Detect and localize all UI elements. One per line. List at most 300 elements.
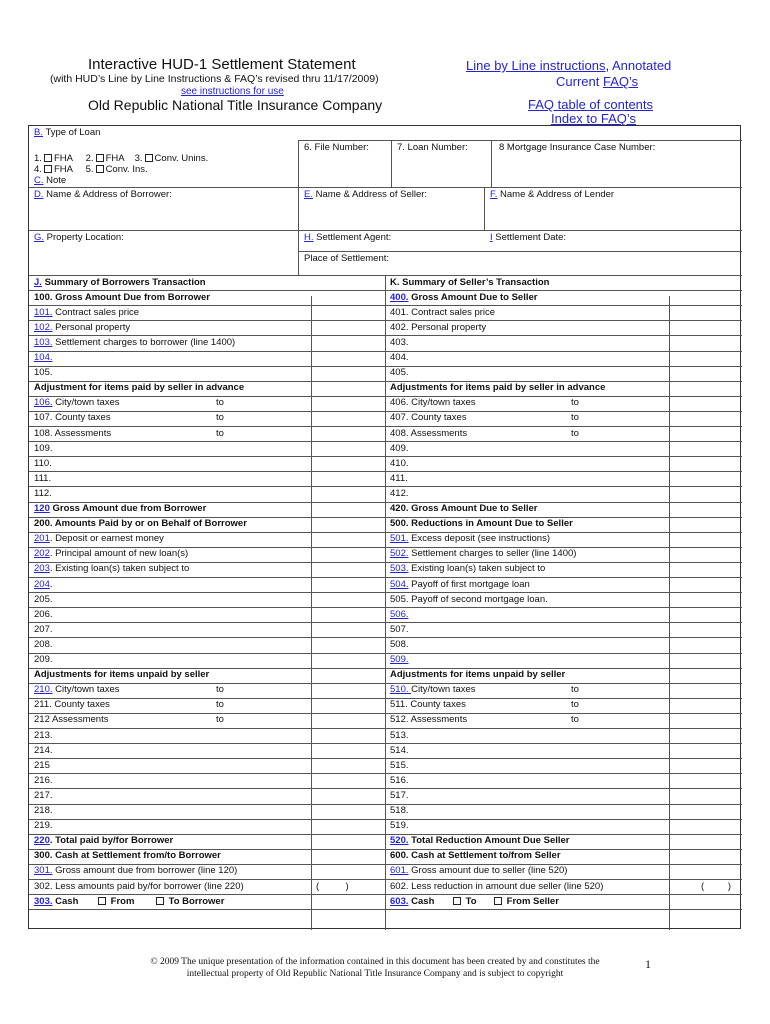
- right-row-3: [390, 322, 486, 334]
- header-links-line1: [466, 58, 671, 73]
- type-of-loan-label: B. Type of Loan: [34, 127, 101, 138]
- fha-checkbox-2[interactable]: [96, 154, 104, 162]
- row-divider: [29, 592, 385, 593]
- link-separator: ,: [605, 58, 610, 73]
- right-option-1[interactable]: [451, 896, 477, 908]
- company-name: Old Republic National Title Insurance Company: [88, 97, 383, 113]
- right-amount-divider: [669, 296, 670, 930]
- left-option-2-label: To Borrower: [168, 895, 225, 907]
- row-divider: [385, 471, 742, 472]
- right-row-20: [390, 579, 530, 591]
- borrower-label: D. Name & Address of Borrower:: [34, 189, 172, 200]
- left-line-link[interactable]: 220: [34, 835, 50, 847]
- left-line-link[interactable]: 104.: [34, 352, 53, 363]
- left-line-link[interactable]: 204: [34, 578, 50, 590]
- right-row-17: [390, 533, 550, 545]
- left-row-27: [34, 684, 120, 696]
- faq-toc-link[interactable]: FAQ table of contents: [528, 97, 654, 112]
- left-line-text: 216.: [34, 774, 53, 786]
- lender-label: F. Name & Address of Lender: [490, 189, 615, 200]
- checkbox[interactable]: [98, 897, 106, 905]
- right-row-35: [390, 805, 409, 817]
- left-line-text: Adjustment for items paid by seller in advance: [34, 382, 245, 394]
- left-row-22: [34, 609, 53, 621]
- right-line-text: 500. Reductions in Amount Due to Seller: [390, 518, 573, 530]
- row-divider: [29, 909, 385, 910]
- right-line-link[interactable]: 603.: [390, 895, 409, 907]
- right-line-text: 505. Payoff of second mortgage loan.: [390, 593, 548, 605]
- left-line-text: . Principal amount of new loan(s): [49, 548, 189, 560]
- right-to-label: to: [571, 427, 579, 439]
- row-divider: [385, 486, 742, 487]
- right-to-label: to: [571, 684, 579, 696]
- instructions-link[interactable]: see instructions for use: [181, 86, 284, 97]
- f-link[interactable]: F.: [490, 189, 498, 200]
- seller-label: E. Name & Address of Seller:: [304, 189, 428, 200]
- left-line-link[interactable]: 202: [34, 548, 50, 560]
- center-divider: [385, 275, 386, 930]
- left-line-text: . Total paid by/for Borrower: [49, 835, 174, 847]
- right-row-21: [390, 594, 548, 606]
- right-row-39: [390, 865, 567, 877]
- right-option-2[interactable]: [492, 896, 559, 908]
- left-option-2[interactable]: [154, 896, 224, 908]
- left-line-text: 105.: [34, 367, 53, 379]
- faqs-link[interactable]: FAQ’s: [602, 74, 639, 89]
- left-line-link[interactable]: 106.: [34, 397, 53, 409]
- right-option-2-label: From Seller: [506, 895, 559, 907]
- checkbox[interactable]: [453, 897, 461, 905]
- page-title: Interactive HUD-1 Settlement Statement: [88, 56, 356, 73]
- right-row-33: [390, 775, 409, 787]
- current-link[interactable]: Current: [556, 74, 600, 89]
- left-row-7: [34, 382, 244, 394]
- row-divider: [29, 804, 385, 805]
- left-row-17: [34, 533, 164, 545]
- right-line-link[interactable]: 503.: [390, 563, 409, 575]
- h-link[interactable]: H.: [304, 232, 314, 243]
- left-line-text: 206.: [34, 608, 53, 620]
- fha-checkbox-4[interactable]: [44, 165, 52, 173]
- right-row-24: [390, 639, 409, 651]
- left-line-text: 215: [34, 759, 50, 771]
- right-line-text: 513.: [390, 729, 409, 741]
- page-subtitle: (with HUD’s Line by Line Instructions & FAQ’s revised thru 11/17/2009): [50, 73, 379, 85]
- left-line-text: .: [49, 578, 53, 590]
- left-row-30: [34, 730, 53, 742]
- left-row-15: [34, 503, 206, 515]
- row-divider: [29, 351, 385, 352]
- right-line-link[interactable]: 506.: [390, 608, 409, 620]
- right-row-7: [390, 382, 605, 394]
- row-divider: [29, 819, 385, 820]
- left-line-text: 112.: [34, 487, 52, 499]
- right-line-text: Excess deposit (see instructions): [408, 533, 551, 545]
- right-line-text: 409.: [390, 442, 409, 454]
- left-row-2: [34, 307, 139, 319]
- right-line-text: 512. Assessments: [390, 714, 468, 726]
- row-divider: [385, 653, 742, 654]
- left-amount-divider: [311, 296, 312, 930]
- right-row-25: [390, 654, 409, 666]
- left-to-label: to: [216, 684, 224, 696]
- right-line-link[interactable]: 502.: [390, 548, 409, 560]
- left-line-text: Summary of Borrowers Transaction: [41, 276, 206, 288]
- left-row-40: [34, 881, 244, 893]
- right-to-label: to: [571, 412, 579, 424]
- right-row-41: [390, 895, 559, 908]
- left-line-text: 300. Cash at Settlement from/to Borrower: [34, 850, 221, 862]
- left-row-14: [34, 488, 52, 500]
- right-row-10: [390, 428, 467, 440]
- left-row-13: [34, 473, 51, 485]
- left-line-link[interactable]: 120: [34, 503, 50, 514]
- row-divider: [385, 607, 742, 608]
- left-row-6: [34, 367, 53, 379]
- mortgage-case-label: 8 Mortgage Insurance Case Number:: [499, 142, 656, 153]
- left-line-text: 212 Assessments: [34, 714, 109, 726]
- left-line-link[interactable]: 102.: [34, 321, 53, 333]
- left-line-text: Contract sales price: [52, 306, 140, 318]
- right-option-1-label: To: [465, 895, 477, 907]
- right-line-text: 600. Cash at Settlement to/from Seller: [390, 850, 561, 862]
- right-row-36: [390, 820, 409, 832]
- right-line-link[interactable]: 509.: [390, 654, 409, 665]
- left-row-34: [34, 790, 53, 802]
- right-line-text: 516.: [390, 774, 409, 786]
- left-line-text: 100. Gross Amount Due from Borrower: [34, 291, 210, 303]
- right-line-link[interactable]: 520.: [390, 835, 409, 847]
- right-row-15: [390, 503, 537, 515]
- left-row-10: [34, 428, 111, 440]
- right-row-11: [390, 443, 409, 455]
- faq-index-link[interactable]: Index to FAQ’s: [551, 111, 637, 126]
- i-link[interactable]: I: [490, 232, 493, 243]
- right-row-30: [390, 730, 409, 742]
- right-line-text: 405.: [390, 367, 409, 379]
- right-row-34: [390, 790, 409, 802]
- left-line-text: 205.: [34, 593, 53, 605]
- left-row-26: [34, 669, 209, 681]
- row-divider: [385, 909, 742, 910]
- right-line-text: 519.: [390, 820, 409, 832]
- row-divider: [385, 335, 742, 336]
- right-line-text: 401. Contract sales price: [390, 306, 496, 318]
- divider: [298, 251, 742, 252]
- right-line-text: 407. County taxes: [390, 412, 467, 424]
- row-divider: [29, 486, 385, 487]
- settlement-agent-label: H. Settlement Agent:: [304, 232, 392, 243]
- left-row-28: [34, 699, 110, 711]
- right-row-14: [390, 488, 409, 500]
- row-divider: [29, 456, 385, 457]
- left-line-link[interactable]: 210.: [34, 684, 53, 696]
- row-divider: [385, 456, 742, 457]
- left-row-3: [34, 322, 130, 334]
- left-row-29: [34, 714, 108, 726]
- left-line-link[interactable]: 301.: [34, 865, 53, 877]
- right-row-9: [390, 412, 467, 424]
- row-divider: [385, 773, 742, 774]
- left-row-1: [34, 292, 210, 304]
- right-line-text: 404.: [390, 352, 409, 363]
- right-row-2: [390, 307, 495, 319]
- right-row-8: [390, 397, 476, 409]
- right-line-text: 408. Assessments: [390, 427, 468, 439]
- divider: [298, 140, 299, 188]
- left-row-11: [34, 443, 53, 455]
- right-row-38: [390, 850, 561, 862]
- right-line-text: 507.: [390, 623, 409, 635]
- annotated-link[interactable]: Annotated: [612, 58, 672, 73]
- row-divider: [29, 773, 385, 774]
- left-row-25: [34, 654, 53, 666]
- left-line-text: 107. County taxes: [34, 412, 111, 424]
- left-line-link[interactable]: J.: [34, 276, 42, 288]
- left-to-label: to: [216, 427, 224, 439]
- left-line-text: 208.: [34, 638, 53, 650]
- row-divider: [29, 471, 385, 472]
- divider: [29, 230, 742, 231]
- right-row-6: [390, 367, 409, 379]
- right-line-text: 514.: [390, 744, 409, 756]
- left-line-text: 111.: [34, 472, 52, 484]
- left-row-24: [34, 639, 53, 651]
- right-line-text: Settlement charges to seller (line 1400): [408, 548, 577, 560]
- row-divider: [385, 728, 742, 729]
- b-link[interactable]: B.: [34, 127, 43, 138]
- right-line-text: Gross amount due to seller (line 520): [408, 865, 568, 877]
- left-line-link[interactable]: 103.: [34, 336, 53, 348]
- left-line-text: 213.: [34, 729, 53, 741]
- left-line-text: 200. Amounts Paid by or on Behalf of Borrower: [34, 518, 247, 530]
- left-row-23: [34, 624, 53, 636]
- left-line-link[interactable]: 101.: [34, 306, 53, 318]
- conv-unins-checkbox[interactable]: [145, 154, 153, 162]
- row-divider: [29, 728, 385, 729]
- settlement-form: [28, 125, 741, 929]
- row-divider: [385, 819, 742, 820]
- page-number: 1: [645, 957, 651, 971]
- right-line-text: 508.: [390, 638, 409, 650]
- left-line-text: City/town taxes: [52, 684, 120, 696]
- right-row-19: [390, 563, 545, 575]
- left-row-12: [34, 458, 52, 470]
- place-of-settlement-label: Place of Settlement:: [304, 253, 390, 264]
- row-divider: [385, 351, 742, 352]
- left-negative-amount: ( ): [316, 880, 349, 892]
- d-link[interactable]: D.: [34, 189, 44, 200]
- e-link[interactable]: E.: [304, 189, 313, 200]
- right-row-16: [390, 518, 573, 530]
- divider: [484, 187, 485, 231]
- right-row-23: [390, 624, 409, 636]
- right-line-text: Total Reduction Amount Due Seller: [408, 835, 570, 847]
- left-line-text: . Deposit or earnest money: [49, 533, 164, 545]
- left-line-text: City/town taxes: [52, 397, 120, 409]
- right-line-text: 518.: [390, 805, 409, 816]
- right-line-text: 515.: [390, 759, 409, 771]
- right-line-text: 411.: [390, 472, 408, 484]
- left-line-text: Settlement charges to borrower (line 1400): [52, 336, 236, 348]
- left-line-text: 218.: [34, 805, 53, 816]
- left-row-4: [34, 337, 235, 349]
- right-line-text: Existing loan(s) taken subject to: [408, 563, 546, 575]
- right-row-32: [390, 760, 409, 772]
- left-line-text: Adjustments for items unpaid by seller: [34, 669, 210, 681]
- file-number-label: 6. File Number:: [304, 142, 369, 153]
- left-row-18: [34, 548, 188, 560]
- checkbox[interactable]: [494, 897, 502, 905]
- left-line-link[interactable]: 303.: [34, 895, 53, 907]
- divider: [29, 187, 742, 188]
- left-row-41: [34, 895, 225, 908]
- right-line-link[interactable]: 400.: [390, 291, 409, 303]
- row-divider: [385, 622, 742, 623]
- g-link[interactable]: G.: [34, 232, 45, 243]
- right-line-link[interactable]: 601.: [390, 865, 409, 877]
- divider: [298, 187, 299, 276]
- right-line-text: 420. Gross Amount Due to Seller: [390, 503, 538, 514]
- left-option-1[interactable]: [96, 896, 134, 908]
- left-line-text: 209.: [34, 654, 53, 665]
- row-divider: [385, 894, 742, 895]
- right-row-27: [390, 684, 476, 696]
- right-row-22: [390, 609, 409, 621]
- left-row-39: [34, 865, 237, 877]
- right-negative-amount: ( ): [701, 880, 732, 892]
- left-row-37: [34, 835, 173, 847]
- loan-type-row-1: 1. FHA 2. FHA 3. Conv. Unins.: [34, 153, 209, 164]
- fha-checkbox-1[interactable]: [44, 154, 52, 162]
- right-row-37: [390, 835, 569, 847]
- right-row-4: [390, 337, 409, 349]
- left-line-text: 219.: [34, 820, 53, 832]
- left-row-20: [34, 579, 53, 591]
- right-line-text: Gross Amount Due to Seller: [408, 291, 538, 303]
- row-divider: [385, 758, 742, 759]
- left-line-text: 217.: [34, 789, 53, 801]
- row-divider: [385, 637, 742, 638]
- row-divider: [29, 788, 385, 789]
- right-line-link[interactable]: 510.: [390, 684, 412, 696]
- left-line-text: Cash: [52, 895, 79, 907]
- right-line-text: K. Summary of Seller’s Transaction: [390, 276, 550, 288]
- right-line-text: Adjustments for items unpaid by seller: [390, 669, 566, 681]
- left-row-21: [34, 594, 53, 606]
- left-to-label: to: [216, 714, 224, 726]
- row-divider: [385, 441, 742, 442]
- row-divider: [385, 804, 742, 805]
- left-line-text: Gross Amount due from Borrower: [49, 503, 207, 514]
- row-divider: [29, 758, 385, 759]
- right-line-text: 410.: [390, 457, 409, 469]
- row-divider: [29, 743, 385, 744]
- left-row-31: [34, 745, 53, 757]
- line-by-line-link[interactable]: Line by Line instructions: [466, 58, 606, 73]
- right-row-31: [390, 745, 409, 757]
- left-row-36: [34, 820, 53, 832]
- right-to-label: to: [571, 397, 579, 409]
- divider: [491, 140, 492, 188]
- divider: [391, 140, 392, 188]
- left-to-label: to: [216, 397, 224, 409]
- left-row-8: [34, 397, 120, 409]
- right-line-text: 403.: [390, 336, 409, 348]
- left-row-32: [34, 760, 50, 772]
- left-row-9: [34, 412, 111, 424]
- right-row-40: [390, 881, 603, 893]
- row-divider: [385, 743, 742, 744]
- row-divider: [29, 607, 385, 608]
- right-to-label: to: [571, 714, 579, 726]
- right-line-text: Payoff of first mortgage loan: [408, 578, 530, 590]
- right-row-18: [390, 548, 576, 560]
- settlement-date-label: I Settlement Date:: [490, 232, 567, 243]
- left-row-38: [34, 850, 221, 862]
- row-divider: [29, 637, 385, 638]
- left-row-33: [34, 775, 53, 787]
- left-line-text: 211. County taxes: [34, 699, 110, 711]
- right-line-text: 406. City/town taxes: [390, 397, 476, 409]
- copyright-notice: © 2009 The unique presentation of the information contained in this document has been created by and constitutes the intellectual property of Old Republic National Title Insurance Company and is subject to copyright: [150, 957, 600, 979]
- right-row-0: [390, 277, 549, 289]
- right-line-link[interactable]: 501.: [390, 533, 409, 545]
- left-row-19: [34, 563, 189, 575]
- left-row-16: [34, 518, 247, 530]
- loan-type-row-2: 4. FHA 5. Conv. Ins.: [34, 164, 148, 175]
- right-row-12: [390, 458, 409, 470]
- right-line-text: 517.: [390, 789, 409, 801]
- loan-number-label: 7. Loan Number:: [397, 142, 468, 153]
- row-divider: [385, 366, 742, 367]
- left-line-text: . Existing loan(s) taken subject to: [49, 563, 190, 575]
- row-divider: [29, 653, 385, 654]
- left-line-link[interactable]: 203: [34, 563, 50, 575]
- left-line-link[interactable]: 201: [34, 533, 50, 545]
- conv-ins-checkbox[interactable]: [96, 165, 104, 173]
- right-row-1: [390, 292, 537, 304]
- right-row-26: [390, 669, 565, 681]
- left-option-1-label: From: [110, 895, 135, 907]
- note-label: C. Note: [34, 175, 67, 186]
- row-divider: [29, 366, 385, 367]
- checkbox[interactable]: [156, 897, 164, 905]
- right-line-text: 602. Less reduction in amount due seller (line 520): [390, 880, 604, 892]
- left-line-text: 302. Less amounts paid by/for borrower (line 220): [34, 880, 244, 892]
- right-row-29: [390, 714, 467, 726]
- left-line-text: Gross amount due from borrower (line 120): [52, 865, 238, 877]
- right-row-28: [390, 699, 466, 711]
- left-to-label: to: [216, 699, 224, 711]
- right-line-link[interactable]: 504.: [390, 578, 409, 590]
- c-link[interactable]: C.: [34, 175, 44, 186]
- right-line-text: 412.: [390, 487, 409, 499]
- left-line-text: 214.: [34, 744, 53, 756]
- row-divider: [29, 441, 385, 442]
- row-divider: [385, 788, 742, 789]
- left-row-35: [34, 805, 53, 817]
- left-row-0: [34, 277, 206, 289]
- property-location-label: G. Property Location:: [34, 232, 124, 243]
- right-line-text: 402. Personal property: [390, 321, 487, 333]
- right-row-13: [390, 473, 408, 485]
- header-links-line2: [556, 74, 638, 89]
- row-divider: [29, 577, 385, 578]
- right-to-label: to: [571, 699, 579, 711]
- divider: [298, 140, 742, 141]
- left-line-text: 207.: [34, 623, 53, 635]
